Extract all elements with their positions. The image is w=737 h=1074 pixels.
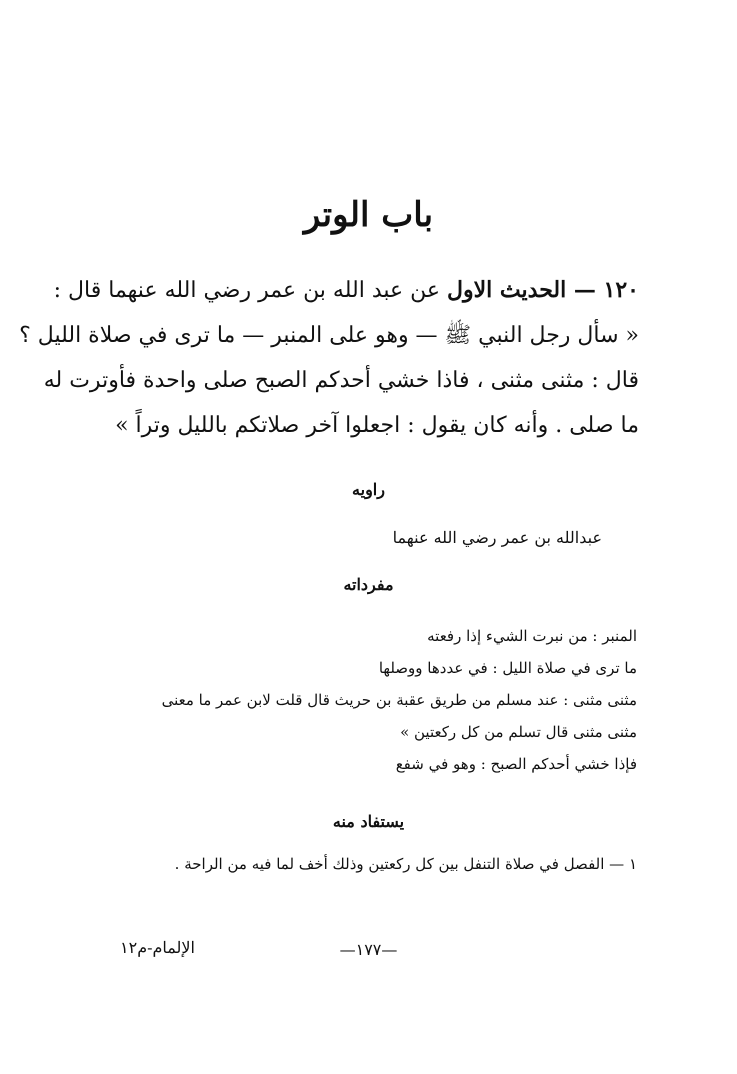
- vocab-item: المنبر : من نبرت الشيء إذا رفعته: [427, 627, 637, 645]
- vocab-item: مثنى مثنى : عند مسلم من طريق عقبة بن حريث قال قلت لابن عمر ما معنى: [161, 691, 637, 709]
- vocab-heading: مفرداته: [343, 575, 394, 594]
- hadith-line-3: قال : مثنى مثنى ، فاذا خشي أحدكم الصبح صلى واحدة فأوترت له: [43, 368, 639, 393]
- vocab-item: ما ترى في صلاة الليل : في عددها ووصلها: [378, 659, 637, 677]
- hadith-line: [53, 268, 639, 313]
- printer-signature: الإلمام-م١٢: [120, 938, 195, 957]
- page-number: —١٧٧—: [339, 940, 398, 959]
- hadith-line-2: « سأل رجل النبي ﷺ — وهو على المنبر — ما ترى في صلاة الليل ؟: [19, 323, 639, 348]
- vocab-item: فإذا خشي أحدكم الصبح : وهو في شفع: [395, 755, 637, 773]
- vocab-item: مثنى مثنى قال تسلم من كل ركعتين »: [400, 723, 637, 741]
- hadith-text: [19, 268, 639, 448]
- hadith-number-title: ١٢٠ — الحديث الاول: [447, 277, 639, 303]
- benefit-item: ١ — الفصل في صلاة التنفل بين كل ركعتين وذلك أخف لما فيه من الراحة .: [174, 855, 637, 873]
- hadith-line-1: عن عبد الله بن عمر رضي الله عنهما قال :: [53, 278, 440, 303]
- hadith-line-4: ما صلى . وأنه كان يقول : اجعلوا آخر صلاتكم بالليل وتراً »: [115, 413, 639, 438]
- benefits-heading: يستفاد منه: [332, 812, 405, 831]
- vocab-list: [77, 620, 637, 780]
- narrator-heading: راويه: [352, 480, 385, 499]
- chapter-title: باب الوتر: [303, 195, 434, 235]
- narrator-name: عبدالله بن عمر رضي الله عنهما: [392, 528, 602, 547]
